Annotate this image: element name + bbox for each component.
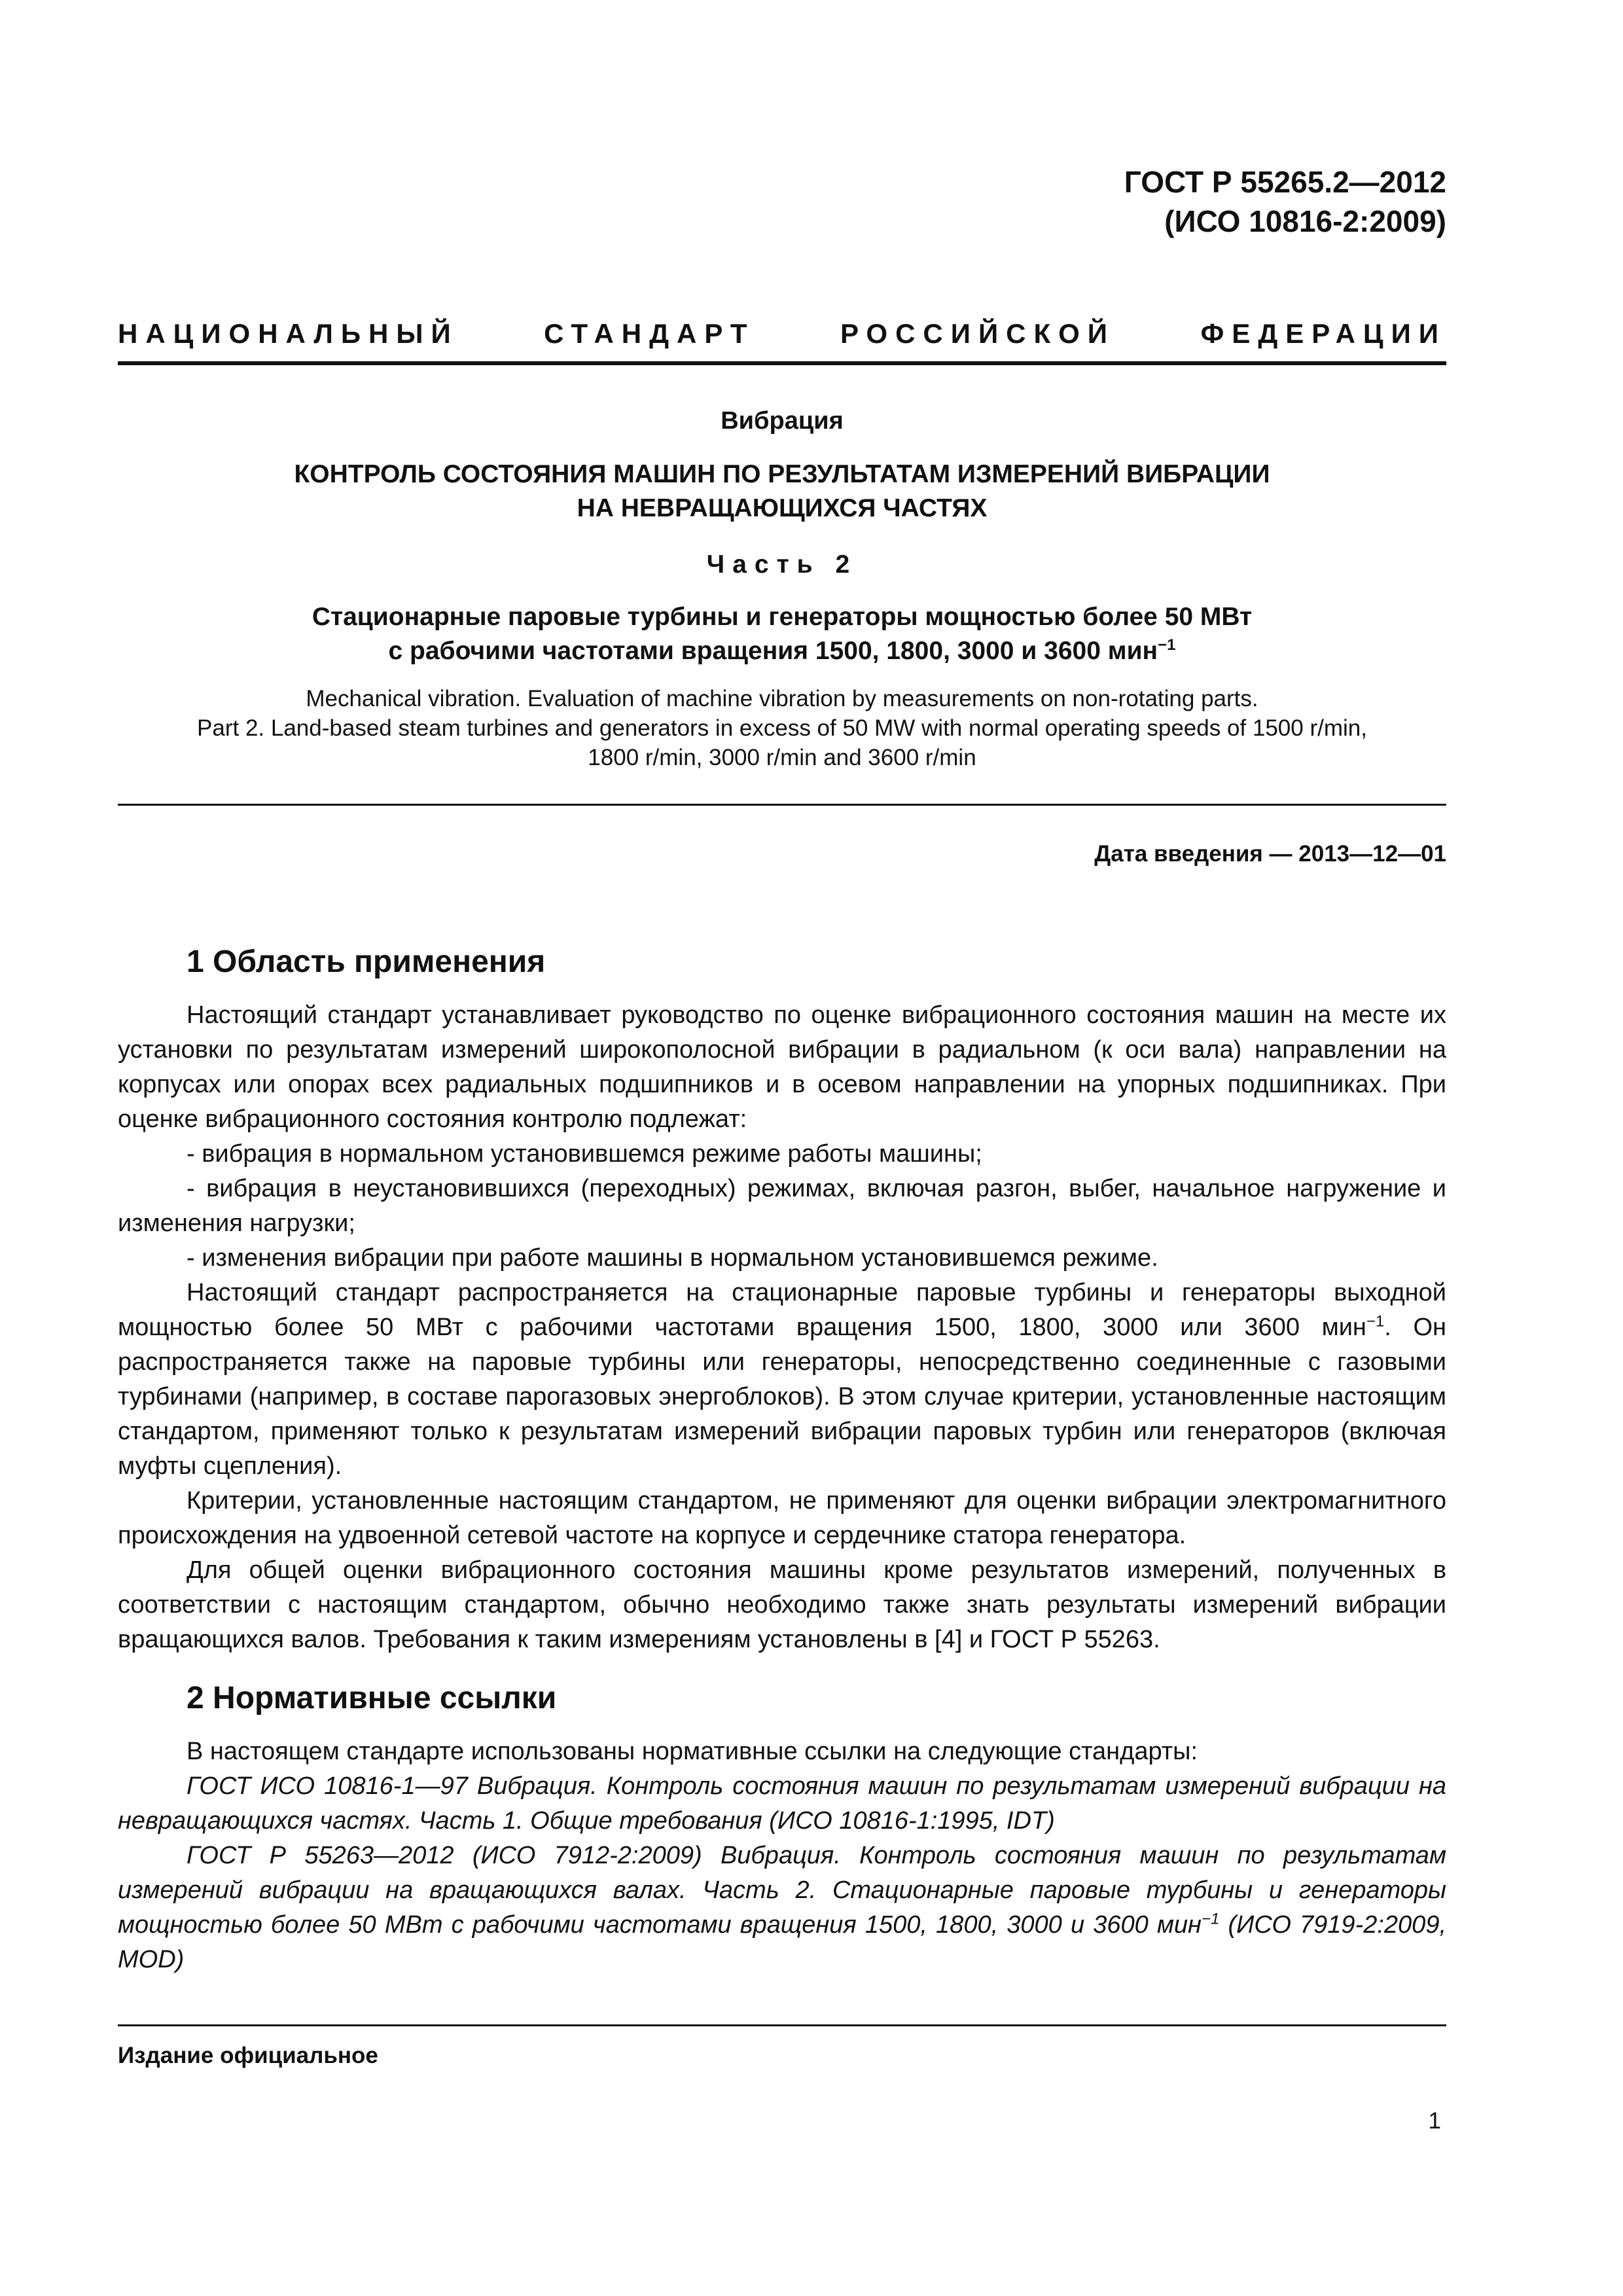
header-divider <box>118 361 1446 365</box>
banner-word: ФЕДЕРАЦИИ <box>1200 318 1446 349</box>
iso-number: (ИСО 10816-2:2009) <box>1164 204 1446 238</box>
subtitle-superscript: −1 <box>1158 636 1176 654</box>
national-standard-banner <box>118 314 1446 353</box>
page-number: 1 <box>1428 2108 1441 2134</box>
subtitle-text: с рабочими частотами вращения 1500, 1800, 3000 и 3600 мин <box>388 637 1158 665</box>
superscript: −1 <box>1201 1910 1220 1928</box>
footer-divider <box>118 2024 1446 2026</box>
section-1-body <box>118 998 1446 1657</box>
title-part: Часть 2 <box>706 550 858 579</box>
section-2-heading: 2 Нормативные ссылки <box>187 1681 557 1715</box>
paragraph-text: Настоящий стандарт распространяется на стационарные паровые турбины и генераторы выходной мощностью более 50 МВт с рабочими частотами вращения 1500, 1800, 3000 или 3600 мин <box>118 1279 1446 1341</box>
section-1-bullet: - вибрация в неустановившихся (переходных) режимах, включая разгон, выбег, начальное нагружение и изменения нагрузки; <box>118 1175 1446 1237</box>
paragraph-text: . Он распространяется также на паровые турбины или генераторы, непосредственно соединенные с газовыми турбинами (например, в составе парогазовых энергоблоков). В этом случае критерии, установленные настоящим стандартом, применяют только к результатам измерений вибрации паровых турбин или генераторов (включая муфты сцепления). <box>118 1314 1446 1480</box>
section-1-paragraph: Для общей оценки вибрационного состояния машины кроме результатов измерений, полученных в соответствии с настоящим стандартом, обычно необходимо также знать результаты измерений вибрации вращающихся валов. Требования к таким измерениям установлены в [4] и ГОСТ Р 55263. <box>118 1556 1446 1653</box>
superscript: −1 <box>1366 1312 1385 1331</box>
title-subtitle-line2 <box>118 635 1446 668</box>
section-2-intro: В настоящем стандарте использованы нормативные ссылки на следующие стандарты: <box>187 1738 1198 1765</box>
edition-label: Издание официальное <box>118 2043 378 2068</box>
introduction-date: Дата введения — 2013—12—01 <box>1094 841 1446 867</box>
standard-code-block <box>1124 162 1446 241</box>
section-1-bullet: - изменения вибрации при работе машины в нормальном установившемся режиме. <box>187 1244 1158 1272</box>
standard-number: ГОСТ Р 55265.2—2012 <box>1124 165 1446 199</box>
title-divider <box>118 804 1446 806</box>
banner-word: РОССИЙСКОЙ <box>840 318 1115 349</box>
normative-reference <box>118 1839 1446 1977</box>
banner-word: СТАНДАРТ <box>544 318 755 349</box>
english-title-line2: Part 2. Land-based steam turbines and generators in excess of 50 MW with normal operating speeds of 1500 r/min, <box>197 715 1367 741</box>
section-1-heading: 1 Область применения <box>187 944 546 979</box>
normative-reference: ГОСТ ИСО 10816-1—97 Вибрация. Контроль состояния машин по результатам измерений вибрации на невращающихся частях. Часть 1. Общие требования (ИСО 10816-1:1995, IDT) <box>118 1772 1446 1835</box>
english-title-line3: 1800 r/min, 3000 r/min and 3600 r/min <box>588 745 976 770</box>
section-1-bullet: - вибрация в нормальном установившемся режиме работы машины; <box>187 1140 982 1168</box>
reference-text: (ИСО 7919-2:2009, MOD) <box>118 1911 1447 1973</box>
english-title-line1: Mechanical vibration. Evaluation of machine vibration by measurements on non-rotating parts. <box>306 686 1258 711</box>
title-subtitle-line1: Стационарные паровые турбины и генераторы мощностью более 50 МВт <box>312 603 1253 631</box>
section-2-body <box>118 1734 1446 1977</box>
section-1-paragraph: Настоящий стандарт устанавливает руководство по оценке вибрационного состояния машин на месте их установки по результатам измерений широкополосной вибрации в радиальном (к оси вала) направлении на корпусах или опорах всех радиальных подшипников и в осевом направлении на упорных подшипниках. При оценке вибрационного состояния контролю подлежат: <box>118 1001 1446 1133</box>
reference-text: ГОСТ Р 55263—2012 (ИСО 7912-2:2009) Вибрация. Контроль состояния машин по результатам измерений вибрации на вращающихся валах. Часть 2. Стационарные паровые турбины и генераторы мощностью более 50 МВт с рабочими частотами вращения 1500, 1800, 3000 и 3600 мин <box>118 1842 1446 1939</box>
title-main-line2: НА НЕВРАЩАЮЩИХСЯ ЧАСТЯХ <box>577 494 988 522</box>
title-topic: Вибрация <box>721 407 844 435</box>
title-main-line1: КОНТРОЛЬ СОСТОЯНИЯ МАШИН ПО РЕЗУЛЬТАТАМ ИЗМЕРЕНИЙ ВИБРАЦИИ <box>294 460 1270 488</box>
section-1-paragraph <box>118 1276 1446 1484</box>
section-1-paragraph: Критерии, установленные настоящим стандартом, не применяют для оценки вибрации электромагнитного происхождения на удвоенной сетевой частоте на корпусе и сердечнике статора генератора. <box>118 1487 1446 1549</box>
banner-word: НАЦИОНАЛЬНЫЙ <box>118 318 459 349</box>
